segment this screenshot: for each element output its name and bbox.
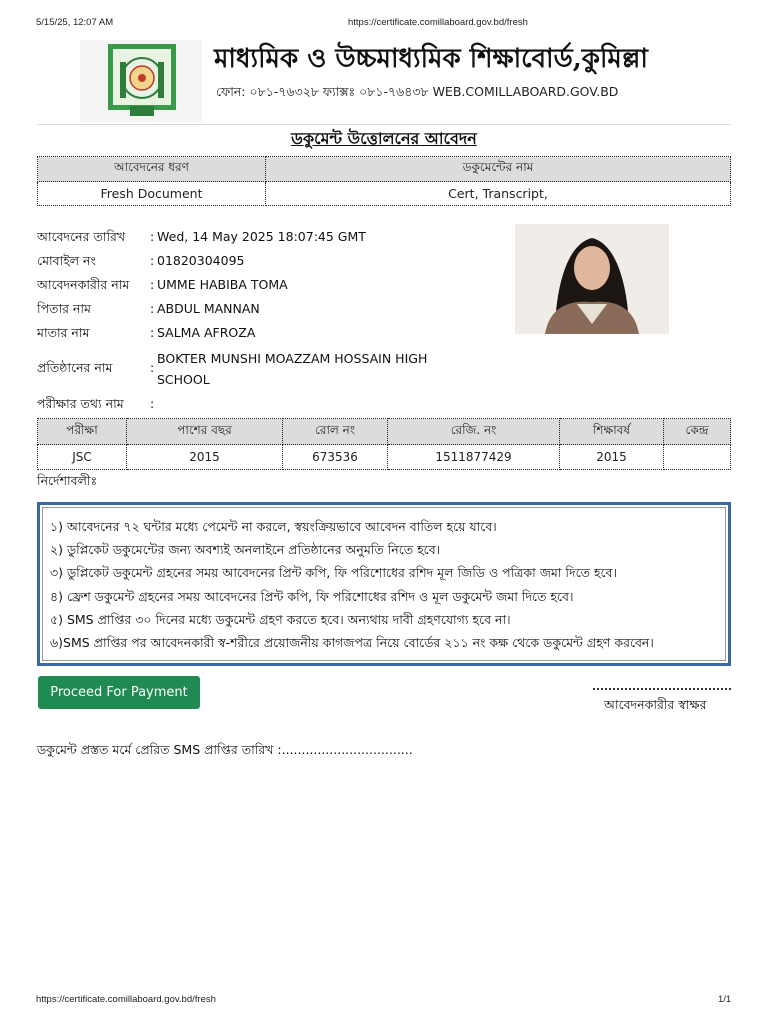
- board-emblem-icon: [80, 40, 202, 122]
- exam-cell: [664, 445, 731, 470]
- exam-header: পরীক্ষা: [38, 419, 127, 445]
- instruction-item: ৫) SMS প্রাপ্তির ৩০ দিনের মধ্যে ডকুমেন্ট গ্রহণ করতে হবে। অন্যথায় দাবী গ্রহণযোগ্য হবে না।: [50, 611, 511, 627]
- info-label: মোবাইল নং: [37, 253, 96, 268]
- info-label: মাতার নাম: [37, 325, 90, 340]
- info-label: আবেদনের তারিখ: [37, 229, 126, 244]
- instructions-label: নির্দেশাবলীঃ: [37, 473, 98, 488]
- info-value: 01820304095: [157, 253, 245, 268]
- instructions-box: [37, 502, 731, 666]
- exam-header: রেজি. নং: [388, 419, 560, 445]
- signature-line: [593, 688, 731, 690]
- exam-cell: 2015: [127, 445, 283, 470]
- exam-header: পাশের বছর: [127, 419, 283, 445]
- board-title: মাধ্যমিক ও উচ্চমাধ্যমিক শিক্ষাবোর্ড,কুমিল্লা: [214, 44, 648, 74]
- print-page-number: 1/1: [718, 994, 732, 1005]
- document-name-value: Cert, Transcript,: [266, 182, 731, 206]
- proceed-payment-button[interactable]: Proceed For Payment: [38, 676, 200, 709]
- instruction-item: ৩) ডুপ্লিকেট ডকুমেন্ট গ্রহনের সময় আবেদনের প্রিন্ট কপি, ফি পরিশোধের রশিদ মূল জিডি ও পত্রিকা জমা দিতে হবে।: [50, 565, 617, 581]
- request-type-header: আবেদনের ধরণ: [38, 157, 266, 182]
- signature-label: আবেদনকারীর স্বাক্ষর: [604, 697, 707, 712]
- info-value: SALMA AFROZA: [157, 325, 256, 340]
- print-url: https://certificate.comillaboard.gov.bd/fresh: [348, 17, 528, 28]
- info-label: আবেদনকারীর নাম: [37, 277, 130, 292]
- document-name-header: ডকুমেন্টের নাম: [266, 157, 731, 182]
- exam-table: [37, 418, 731, 470]
- info-label: প্রতিষ্ঠানের নাম: [37, 360, 113, 375]
- info-label: পিতার নাম: [37, 301, 91, 316]
- board-contact: ফোন: ০৮১-৭৬৩২৮ ফ্যাক্সঃ ০৮১-৭৬৪৩৮ WEB.COMILLABOARD.GOV.BD: [216, 84, 619, 99]
- request-table: [37, 156, 731, 206]
- instruction-item: ২) ডুপ্লিকেট ডকুমেন্টের জন্য অবশ্যই অনলাইনে প্রতিষ্ঠানের অনুমতি নিতে হবে।: [50, 542, 441, 558]
- sms-received-date-line: ডকুমেন্ট প্রস্তত মর্মে প্রেরিত SMS প্রাপ্তির তারিখ :.................................: [37, 742, 413, 757]
- exam-header: রোল নং: [283, 419, 388, 445]
- request-type-value: Fresh Document: [38, 182, 266, 206]
- print-datetime: 5/15/25, 12:07 AM: [36, 17, 114, 28]
- instruction-item: ৪) ফ্রেশ ডকুমেন্ট গ্রহনের সময় আবেদনের প্রিন্ট কপি, ফি পরিশোধের রশিদ ও মূল ডকুমেন্ট জমা দিতে হবে।: [50, 588, 574, 604]
- info-value: ABDUL MANNAN: [157, 301, 260, 316]
- info-label: পরীক্ষার তথ্য নাম: [37, 396, 124, 411]
- document-title: ডকুমেন্ট উত্তোলনের আবেদন: [291, 129, 477, 148]
- table-row: [38, 445, 731, 470]
- header-divider: [37, 124, 731, 125]
- exam-cell: 673536: [283, 445, 388, 470]
- exam-cell: 2015: [560, 445, 664, 470]
- exam-cell: 1511877429: [388, 445, 560, 470]
- info-value: Wed, 14 May 2025 18:07:45 GMT: [157, 229, 366, 244]
- info-value: BOKTER MUNSHI MOAZZAM HOSSAIN HIGH SCHOOL: [157, 351, 428, 387]
- instruction-item: ১) আবেদনের ৭২ ঘন্টার মধ্যে পেমেন্ট না করলে, স্বয়ংক্রিয়ভাবে আবেদন বাতিল হয়ে যাবে।: [50, 519, 497, 534]
- applicant-photo: [515, 224, 669, 334]
- info-value: UMME HABIBA TOMA: [157, 277, 288, 292]
- exam-header: শিক্ষাবর্ষ: [560, 419, 664, 445]
- exam-cell: JSC: [38, 445, 127, 470]
- exam-header: কেন্দ্র: [664, 419, 731, 445]
- print-footer-url: https://certificate.comillaboard.gov.bd/fresh: [36, 994, 216, 1005]
- instruction-item: ৬)SMS প্রাপ্তির পর আবেদনকারী স্ব-শরীরে প্রয়োজনীয় কাগজপত্র নিয়ে বোর্ডের ২১১ নং কক্ষ থেকে ডকুমেন্ট গ্রহণ করবেন।: [50, 634, 654, 650]
